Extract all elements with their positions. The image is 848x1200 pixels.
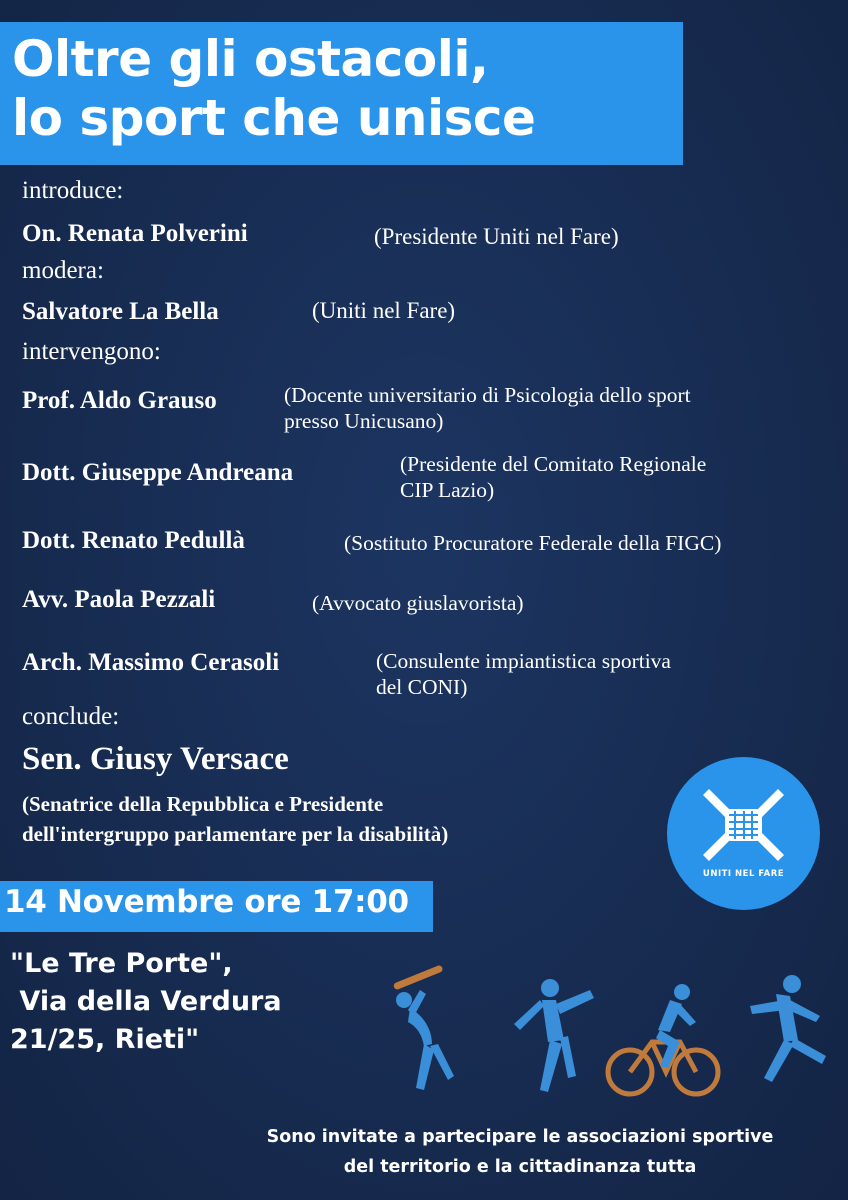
role-intervengono: intervengono: (22, 338, 161, 365)
event-place: "Le Tre Porte", Via della Verdura 21/25, Rieti" (10, 948, 282, 1055)
speaker-desc-conclude: dell'intergruppo parlamentare per la disabilità) (22, 822, 449, 846)
event-date: 14 Novembre ore 17:00 (4, 884, 409, 920)
karate-kick-icon (514, 979, 594, 1092)
speaker-desc: (Avvocato giuslavorista) (312, 591, 524, 615)
speaker-name: Dott. Giuseppe Andreana (22, 459, 294, 486)
title-line-2: lo sport che unisce (12, 89, 536, 147)
cyclist-icon (608, 984, 718, 1094)
invitation-line-2: del territorio e la cittadinanza tutta (343, 1157, 697, 1177)
role-modera: modera: (22, 257, 104, 284)
invitation-text (200, 1122, 840, 1182)
speaker-name: Avv. Paola Pezzali (22, 586, 216, 613)
speaker-name-modera: Salvatore La Bella (22, 298, 219, 325)
speaker-desc: (Presidente del Comitato Regionale (400, 452, 707, 476)
speaker-name: Arch. Massimo Cerasoli (22, 649, 280, 676)
speaker-desc: presso Unicusano) (284, 409, 444, 433)
speaker-desc: del CONI) (376, 675, 468, 699)
role-introduce: introduce: (22, 177, 124, 204)
logo-label: UNITI NEL FARE (702, 869, 785, 879)
speaker-name: Dott. Renato Pedullà (22, 527, 245, 554)
speaker-desc-conclude: (Senatrice della Repubblica e Presidente (22, 792, 384, 816)
speaker-desc-modera: (Uniti nel Fare) (312, 298, 456, 323)
speaker-desc: CIP Lazio) (400, 478, 495, 502)
speaker-name-conclude: Sen. Giusy Versace (22, 741, 289, 777)
runner-icon (750, 975, 826, 1082)
speaker-name-introduce: On. Renata Polverini (22, 220, 248, 247)
speaker-name: Prof. Aldo Grauso (22, 387, 217, 414)
invitation-line-1: Sono invitate a partecipare le associazioni sportive (266, 1127, 774, 1147)
uniti-nel-fare-logo (667, 757, 820, 910)
speaker-desc: (Docente universitario di Psicologia dello sport (284, 383, 691, 407)
baseball-player-icon (393, 964, 454, 1090)
speaker-desc-introduce: (Presidente Uniti nel Fare) (374, 224, 619, 249)
role-conclude: conclude: (22, 703, 120, 730)
sports-figures (380, 960, 840, 1100)
speaker-desc: (Consulente impiantistica sportiva (376, 649, 671, 673)
speaker-desc: (Sostituto Procuratore Federale della FIGC) (344, 531, 722, 555)
title-line-1: Oltre gli ostacoli, (12, 30, 489, 88)
joined-hands-icon (701, 785, 786, 865)
